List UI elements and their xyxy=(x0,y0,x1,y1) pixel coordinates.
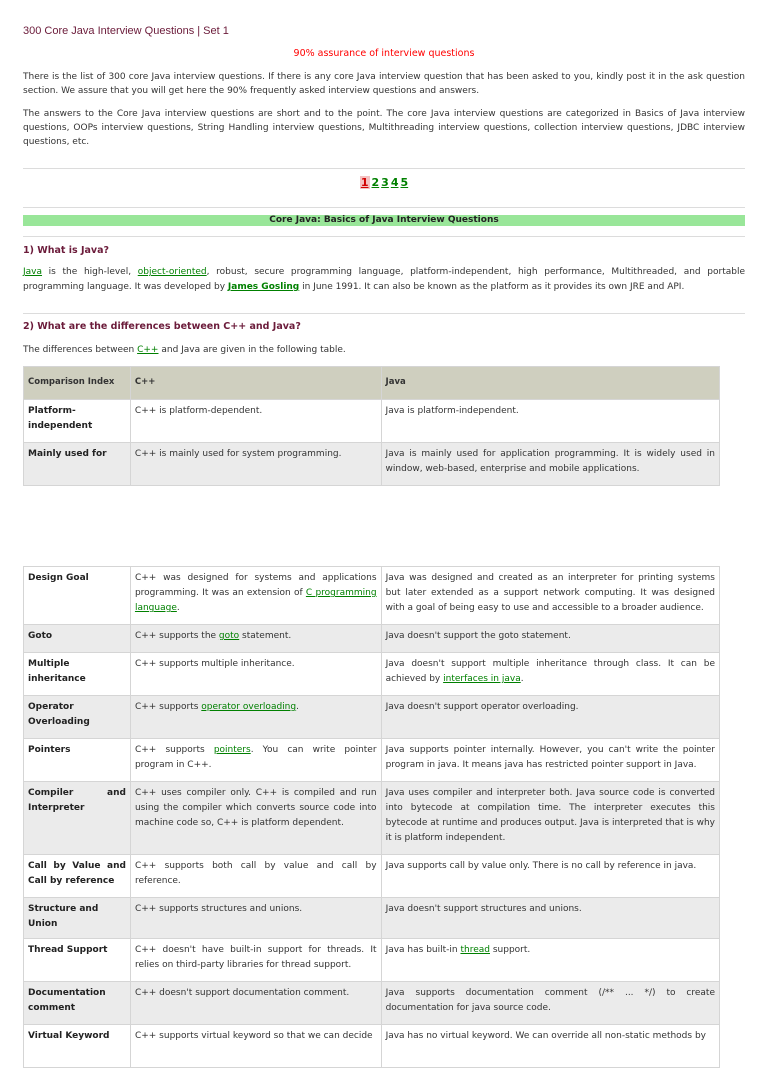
java-cell: Java uses compiler and interpreter both. Java source code is converted into bytecode at compilation time. The interpreter executes this bytecode at runtime and produces output. Java is interpreted that is why it is platform independent. xyxy=(381,782,719,855)
table-row xyxy=(24,939,720,982)
question-2-intro xyxy=(23,343,745,358)
pointers-link[interactable]: pointers xyxy=(213,745,251,755)
row-key: Documentation comment xyxy=(24,982,131,1025)
table-row xyxy=(24,982,720,1025)
answer-text: and Java are given in the following table. xyxy=(158,345,346,355)
row-key: Virtual Keyword xyxy=(24,1025,131,1068)
divider xyxy=(23,236,745,237)
page-link-1[interactable]: 1 xyxy=(360,176,369,189)
row-key: Compiler and Interpreter xyxy=(24,782,131,855)
cell-text: C++ was designed for systems and applications programming. It was an extension of xyxy=(134,573,377,598)
cell-text: Java doesn't support multiple inheritance through class. It can be achieved by xyxy=(385,659,715,684)
cell-text: . xyxy=(296,702,299,712)
cell-text: . xyxy=(520,674,524,684)
java-cell: Java was designed and created as an interpreter for printing systems but later extended as a support network computing. It was designed with a goal of being easy to use and accessible to a broader audience. xyxy=(381,567,719,625)
section-header: Core Java: Basics of Java Interview Questions xyxy=(23,215,745,226)
cpp-cell: C++ doesn't have built-in support for threads. It relies on third-party libraries for thread support. xyxy=(130,939,381,982)
cpp-cell: C++ is platform-dependent. xyxy=(130,400,381,443)
java-cell xyxy=(381,939,719,982)
java-cell: Java doesn't support the goto statement. xyxy=(381,625,719,653)
java-cell xyxy=(381,653,719,696)
object-oriented-link[interactable]: object-oriented xyxy=(137,267,207,277)
answer-text: , robust, secure programming language, platform-independent, high performance, Multithreaded, and portable programming language. It was developed by xyxy=(23,267,745,292)
comparison-table-continued xyxy=(23,566,720,1068)
cpp-cell xyxy=(130,625,381,653)
java-cell: Java supports call by value only. There is no call by reference in java. xyxy=(381,855,719,898)
page-link-3[interactable]: 3 xyxy=(381,176,389,189)
java-cell: Java is mainly used for application programming. It is widely used in window, web-based, enterprise and mobile applications. xyxy=(381,443,719,486)
cell-text: support. xyxy=(489,945,531,955)
page-link-4[interactable]: 4 xyxy=(390,176,399,189)
cpp-cell xyxy=(130,567,381,625)
row-key: Call by Value and Call by reference xyxy=(24,855,131,898)
cpp-cell: C++ supports multiple inheritance. xyxy=(130,653,381,696)
cell-text: C++ supports the xyxy=(134,631,219,641)
cpp-cell: C++ supports structures and unions. xyxy=(130,898,381,939)
table-row xyxy=(24,625,720,653)
table-row xyxy=(24,782,720,855)
table-row xyxy=(24,1025,720,1068)
table-row xyxy=(24,739,720,782)
table-row xyxy=(24,400,720,443)
cpp-cell: C++ is mainly used for system programming. xyxy=(130,443,381,486)
cell-text: statement. xyxy=(239,631,292,641)
page-link-5[interactable]: 5 xyxy=(400,176,409,189)
cpp-cell xyxy=(130,696,381,739)
row-key: Platform-independent xyxy=(24,400,131,443)
assurance-note: 90% assurance of interview questions xyxy=(293,48,475,59)
table-row xyxy=(24,855,720,898)
james-gosling-link[interactable]: James Gosling xyxy=(227,282,300,292)
divider xyxy=(23,168,745,169)
table-header-row xyxy=(24,367,720,400)
row-key: Design Goal xyxy=(24,567,131,625)
intro-paragraph-2: The answers to the Core Java interview questions are short and to the point. The core Java interview questions are categorized in Basics of Java interview questions, OOPs interview questions, String Handling interview questions, Multithreading interview questions, collection interview questions, JDBC interview questions, etc. xyxy=(23,109,745,147)
row-key: Operator Overloading xyxy=(24,696,131,739)
answer-text: in June 1991. It can also be known as the platform as it provides its own JRE and API. xyxy=(299,282,685,292)
java-cell: Java is platform-independent. xyxy=(381,400,719,443)
java-cell: Java supports pointer internally. However, you can't write the pointer program in java. It means java has restricted pointer support in Java. xyxy=(381,739,719,782)
cell-text: . You can write pointer program in C++. xyxy=(134,745,377,770)
cpp-cell: C++ doesn't support documentation comment. xyxy=(130,982,381,1025)
page-title: 300 Core Java Interview Questions | Set 1 xyxy=(23,25,229,37)
table-row xyxy=(24,567,720,625)
java-cell: Java doesn't support operator overloading. xyxy=(381,696,719,739)
cpp-cell: C++ supports virtual keyword so that we can decide xyxy=(130,1025,381,1068)
column-header: C++ xyxy=(130,367,381,400)
row-key: Structure and Union xyxy=(24,898,131,939)
answer-text: is the high-level, xyxy=(42,267,138,277)
cell-text: . xyxy=(176,603,180,613)
table-row xyxy=(24,443,720,486)
cpp-cell: C++ supports both call by value and call by reference. xyxy=(130,855,381,898)
pagination xyxy=(0,176,768,189)
answer-text: The differences between xyxy=(23,345,138,355)
cpp-cell xyxy=(130,739,381,782)
question-1-answer xyxy=(23,265,745,295)
row-key: Thread Support xyxy=(24,939,131,982)
cell-text: C++ supports xyxy=(134,702,202,712)
column-header: Comparison Index xyxy=(24,367,131,400)
c-programming-link[interactable]: C programming language xyxy=(134,588,377,613)
java-cell: Java supports documentation comment (/** ... */) to create documentation for java source code. xyxy=(381,982,719,1025)
row-key: Goto xyxy=(24,625,131,653)
java-cell: Java has no virtual keyword. We can override all non-static methods by xyxy=(381,1025,719,1068)
question-2-heading: 2) What are the differences between C++ and Java? xyxy=(23,321,301,332)
java-link[interactable]: Java xyxy=(23,267,43,277)
row-key: Mainly used for xyxy=(24,443,131,486)
page-link-2[interactable]: 2 xyxy=(371,176,380,189)
divider xyxy=(23,207,745,208)
intro-paragraph-1: There is the list of 300 core Java interview questions. If there is any core Java interview question that has been asked to you, kindly post it in the ask question section. We assure that you will get here the 90% frequently asked interview questions and answers. xyxy=(23,72,745,96)
cell-text: Java has built-in xyxy=(385,945,461,955)
comparison-table xyxy=(23,366,720,486)
row-key: Pointers xyxy=(24,739,131,782)
row-key: Multiple inheritance xyxy=(24,653,131,696)
cpp-cell: C++ uses compiler only. C++ is compiled and run using the compiler which converts source code into machine code so, C++ is platform dependent. xyxy=(130,782,381,855)
table-row xyxy=(24,898,720,939)
table-row xyxy=(24,653,720,696)
column-header: Java xyxy=(381,367,719,400)
java-cell: Java doesn't support structures and unions. xyxy=(381,898,719,939)
divider xyxy=(23,313,745,314)
thread-link[interactable]: thread xyxy=(460,945,490,955)
cell-text: C++ supports xyxy=(134,745,214,755)
cpp-link[interactable]: C++ xyxy=(137,345,159,355)
table-row xyxy=(24,696,720,739)
question-1-heading: 1) What is Java? xyxy=(23,245,110,256)
interfaces-link[interactable]: interfaces in java xyxy=(443,674,521,684)
operator-overloading-link[interactable]: operator overloading xyxy=(201,702,297,712)
goto-link[interactable]: goto xyxy=(218,631,240,641)
